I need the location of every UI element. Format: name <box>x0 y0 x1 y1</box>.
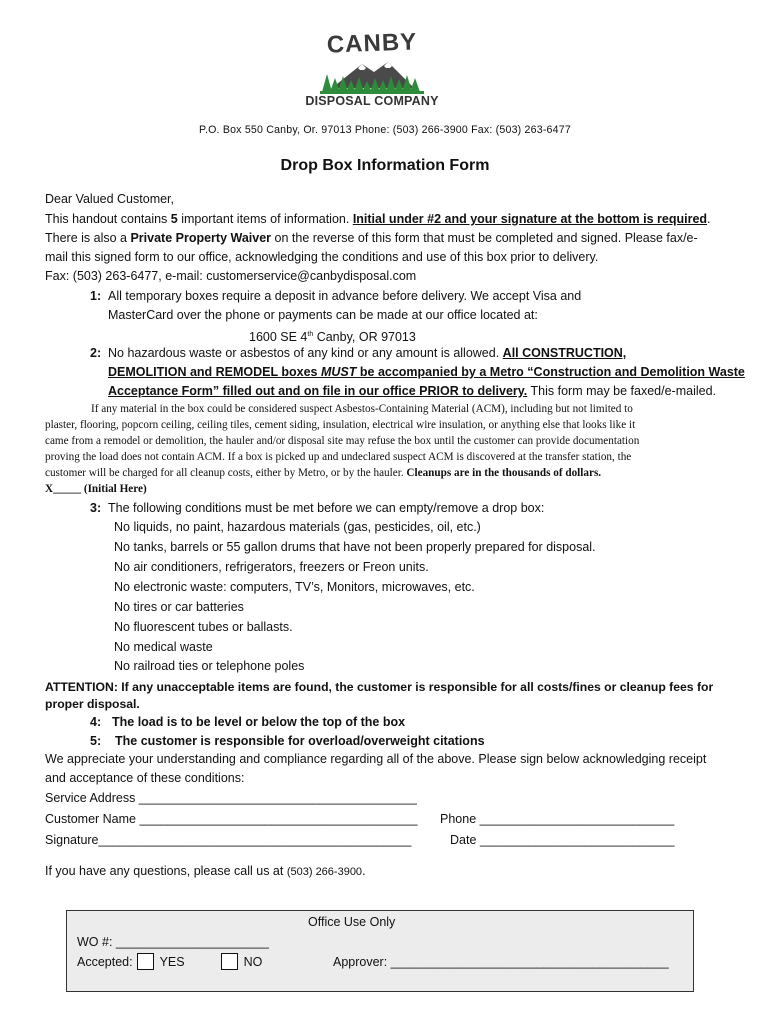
attention-line-1: ATTENTION: If any unacceptable items are found, the customer is responsible for all costs/fines or cleanup fees for <box>45 680 714 694</box>
condition-item: No fluorescent tubes or ballasts. <box>114 620 293 634</box>
questions-line: If you have any questions, please call us at (503) 266-3900. <box>45 864 366 878</box>
customer-name-field[interactable]: Customer Name ________________________________________ <box>45 812 418 826</box>
office-address: 1600 SE 4th Canby, OR 97013 <box>249 330 416 345</box>
office-use-title: Office Use Only <box>308 915 396 929</box>
date-field[interactable]: Date ____________________________ <box>450 833 675 847</box>
intro-line-2: There is also a Private Property Waiver on the reverse of this form that must be completed and signed. Please fax/e- <box>45 231 698 245</box>
acm-line-2: plaster, flooring, popcorn ceiling, ceiling tiles, cement siding, insulation, electrical wire insulation, or anything else that looks like it <box>45 419 636 431</box>
item-1-line-1: All temporary boxes require a deposit in advance before delivery. We accept Visa and <box>108 289 582 303</box>
item-1-line-2: MasterCard over the phone or payments can be made at our office located at: <box>108 308 538 322</box>
acm-line-1: If any material in the box could be considered suspect Asbestos-Containing Material (ACM), including but not limited to <box>91 403 633 415</box>
item-5-text: The customer is responsible for overload/overweight citations <box>115 734 485 748</box>
acm-line-3: came from a remodel or demolition, the hauler and/or disposal site may refuse the box until the customer can provide documentation <box>45 435 640 447</box>
approver-field[interactable]: Approver: ________________________________________ <box>333 955 669 969</box>
intro-line-1: This handout contains 5 important items of information. Initial under #2 and your signature at the bottom is required. <box>45 212 711 226</box>
condition-item: No tanks, barrels or 55 gallon drums that have not been properly prepared for disposal. <box>114 540 596 554</box>
closing-line-2: and acceptance of these conditions: <box>45 771 245 785</box>
condition-item: No liquids, no paint, hazardous materials (gas, pesticides, oil, etc.) <box>114 520 481 534</box>
item-4-number: 4: <box>90 715 102 729</box>
condition-item: No air conditioners, refrigerators, freezers or Freon units. <box>114 560 429 574</box>
signature-field[interactable]: Signature_____________________________________________ <box>45 833 412 847</box>
work-order-field[interactable]: WO #: ______________________ <box>77 935 269 949</box>
office-use-box <box>66 910 694 992</box>
service-address-field[interactable]: Service Address ________________________________________ <box>45 791 417 805</box>
item-4-text: The load is to be level or below the top of the box <box>112 715 406 729</box>
no-checkbox[interactable] <box>221 953 238 970</box>
no-label: NO <box>243 955 263 969</box>
condition-item: No tires or car batteries <box>114 600 244 614</box>
item-5-number: 5: <box>90 734 102 748</box>
logo-brand: CANBY <box>326 28 418 59</box>
condition-item: No railroad ties or telephone poles <box>114 659 305 673</box>
intro-line-3: mail this signed form to our office, acknowledging the conditions and use of this box prior to delivery. <box>45 250 599 264</box>
accepted-label: Accepted: <box>77 955 133 969</box>
acm-line-5: customer will be charged for all cleanup costs, either by Metro, or by the hauler. Cleanups are in the thousands of dollars. <box>45 467 602 479</box>
mountain-trees-icon <box>318 58 426 94</box>
condition-item: No medical waste <box>114 640 213 654</box>
closing-line-1: We appreciate your understanding and compliance regarding all of the above. Please sign below acknowledging receipt <box>45 752 707 766</box>
item-2-line-2: DEMOLITION and REMODEL boxes MUST be accompanied by a Metro “Construction and Demolition Waste <box>108 365 745 379</box>
item-3-number: 3: <box>90 501 102 515</box>
item-3-intro: The following conditions must be met before we can empty/remove a drop box: <box>108 501 545 515</box>
item-2-number: 2: <box>90 346 102 360</box>
intro-line-4: Fax: (503) 263-6477, e-mail: customerservice@canbydisposal.com <box>45 269 417 283</box>
condition-item: No electronic waste: computers, TV’s, Monitors, microwaves, etc. <box>114 580 475 594</box>
attention-line-2: proper disposal. <box>45 697 140 711</box>
yes-label: YES <box>159 955 185 969</box>
item-1-number: 1: <box>90 289 102 303</box>
item-2-line-1: No hazardous waste or asbestos of any kind or any amount is allowed. All CONSTRUCTION, <box>108 346 627 360</box>
phone-field[interactable]: Phone ____________________________ <box>440 812 675 826</box>
greeting: Dear Valued Customer, <box>45 192 174 206</box>
item-2-line-3: Acceptance Form” filled out and on file in our office PRIOR to delivery. This form may be faxed/e-mailed. <box>108 384 717 398</box>
accepted-row <box>77 953 262 972</box>
acm-line-4: proving the load does not contain ACM. If a box is picked up and undeclared suspect ACM is discovered at the transfer station, the <box>45 451 632 463</box>
company-logo <box>296 30 448 114</box>
logo-subtitle: DISPOSAL COMPANY <box>305 94 439 108</box>
page-title: Drop Box Information Form <box>280 157 490 174</box>
initial-here-field[interactable]: X_____ (Initial Here) <box>45 483 147 495</box>
contact-line: P.O. Box 550 Canby, Or. 97013 Phone: (503) 266-3900 Fax: (503) 263-6477 <box>199 124 571 136</box>
yes-checkbox[interactable] <box>137 953 154 970</box>
